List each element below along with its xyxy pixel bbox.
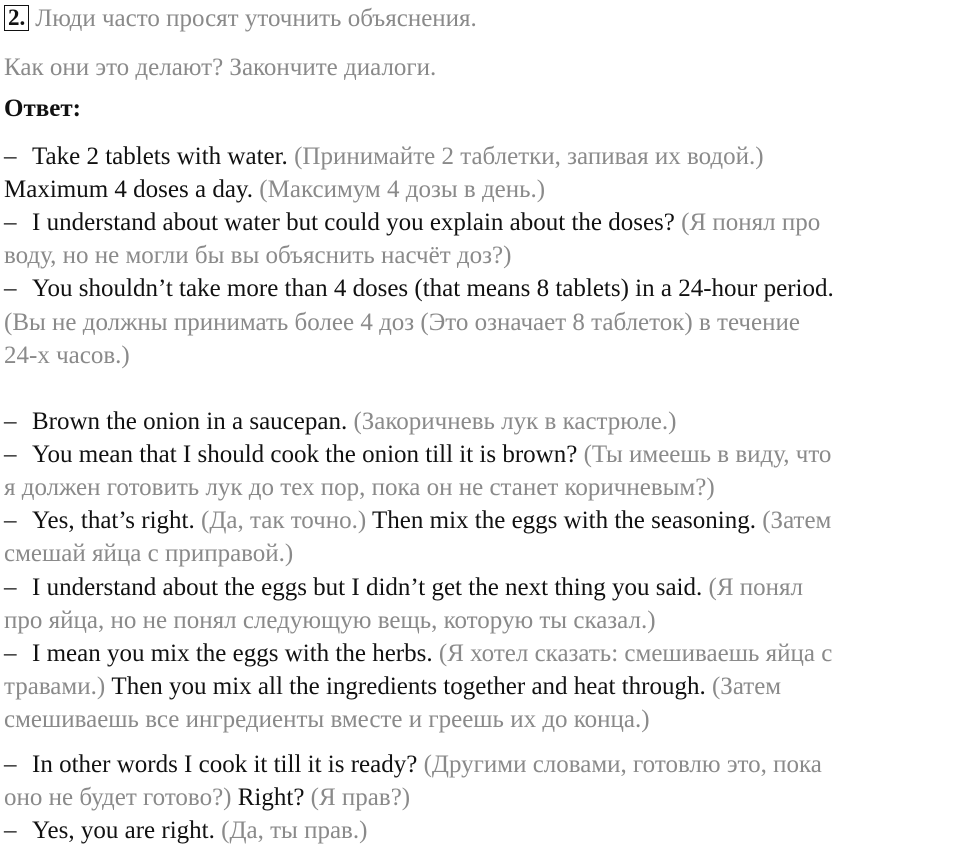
task-header <box>4 2 960 36</box>
dialogue-line: оно не будет готово?) Right? (Я прав?) <box>4 784 411 811</box>
dialogue-line: – Take 2 tablets with water. (Принимайте 2 таблетки, запивая их водой.) <box>4 143 764 170</box>
dialogue-line: воду, но не могли бы вы объяснить насчёт доз?) <box>4 242 512 269</box>
dialogue-line: я должен готовить лук до тех пор, пока он не станет коричневым?) <box>4 474 715 501</box>
dialogue-line: 24-х часов.) <box>4 342 130 369</box>
dialogue-line: – Yes, that’s right. (Да, так точно.) Then mix the eggs with the seasoning. (Затем <box>4 507 832 534</box>
dialogue-line: травами.) Then you mix all the ingredients together and heat through. (Затем <box>4 673 782 700</box>
dialogue-line: – I understand about water but could you explain about the doses? (Я понял про <box>4 209 821 236</box>
dialogue-line: (Вы не должны принимать более 4 доз (Это означает 8 таблеток) в течение <box>4 309 800 336</box>
dialogue-line: – In other words I cook it till it is ready? (Другими словами, готовлю это, пока <box>4 751 822 778</box>
answer-label: Ответ: <box>4 95 81 122</box>
dialogue-line: – I understand about the eggs but I didn’t get the next thing you said. (Я понял <box>4 574 803 601</box>
dialogue-line: – Brown the onion in a saucepan. (Закоричневь лук в кастрюле.) <box>4 408 677 435</box>
dialogue-line: – I mean you mix the eggs with the herbs. (Я хотел сказать: смешиваешь яйца с <box>4 640 833 667</box>
dialogue-line: смешай яйца с приправой.) <box>4 540 294 567</box>
task-instruction: Люди часто просят уточнить объяснения. <box>35 5 477 32</box>
dialogue-line: смешиваешь все ингредиенты вместе и греешь их до конца.) <box>4 706 650 733</box>
dialogue-line: – Yes, you are right. (Да, ты прав.) <box>4 817 368 844</box>
dialogue-line: – You shouldn’t take more than 4 doses (that means 8 tablets) in a 24-hour period. <box>4 275 834 302</box>
task-instruction-2: Как они это делают? Закончите диалоги. <box>4 54 437 81</box>
dialogue-line: про яйца, но не понял следующую вещь, которую ты сказал.) <box>4 607 656 634</box>
dialogue-line: Maximum 4 doses a day. (Максимум 4 дозы в день.) <box>4 176 546 203</box>
task-number: 2. <box>4 5 29 31</box>
dialogue-line: – You mean that I should cook the onion till it is brown? (Ты имеешь в виду, что <box>4 441 832 468</box>
